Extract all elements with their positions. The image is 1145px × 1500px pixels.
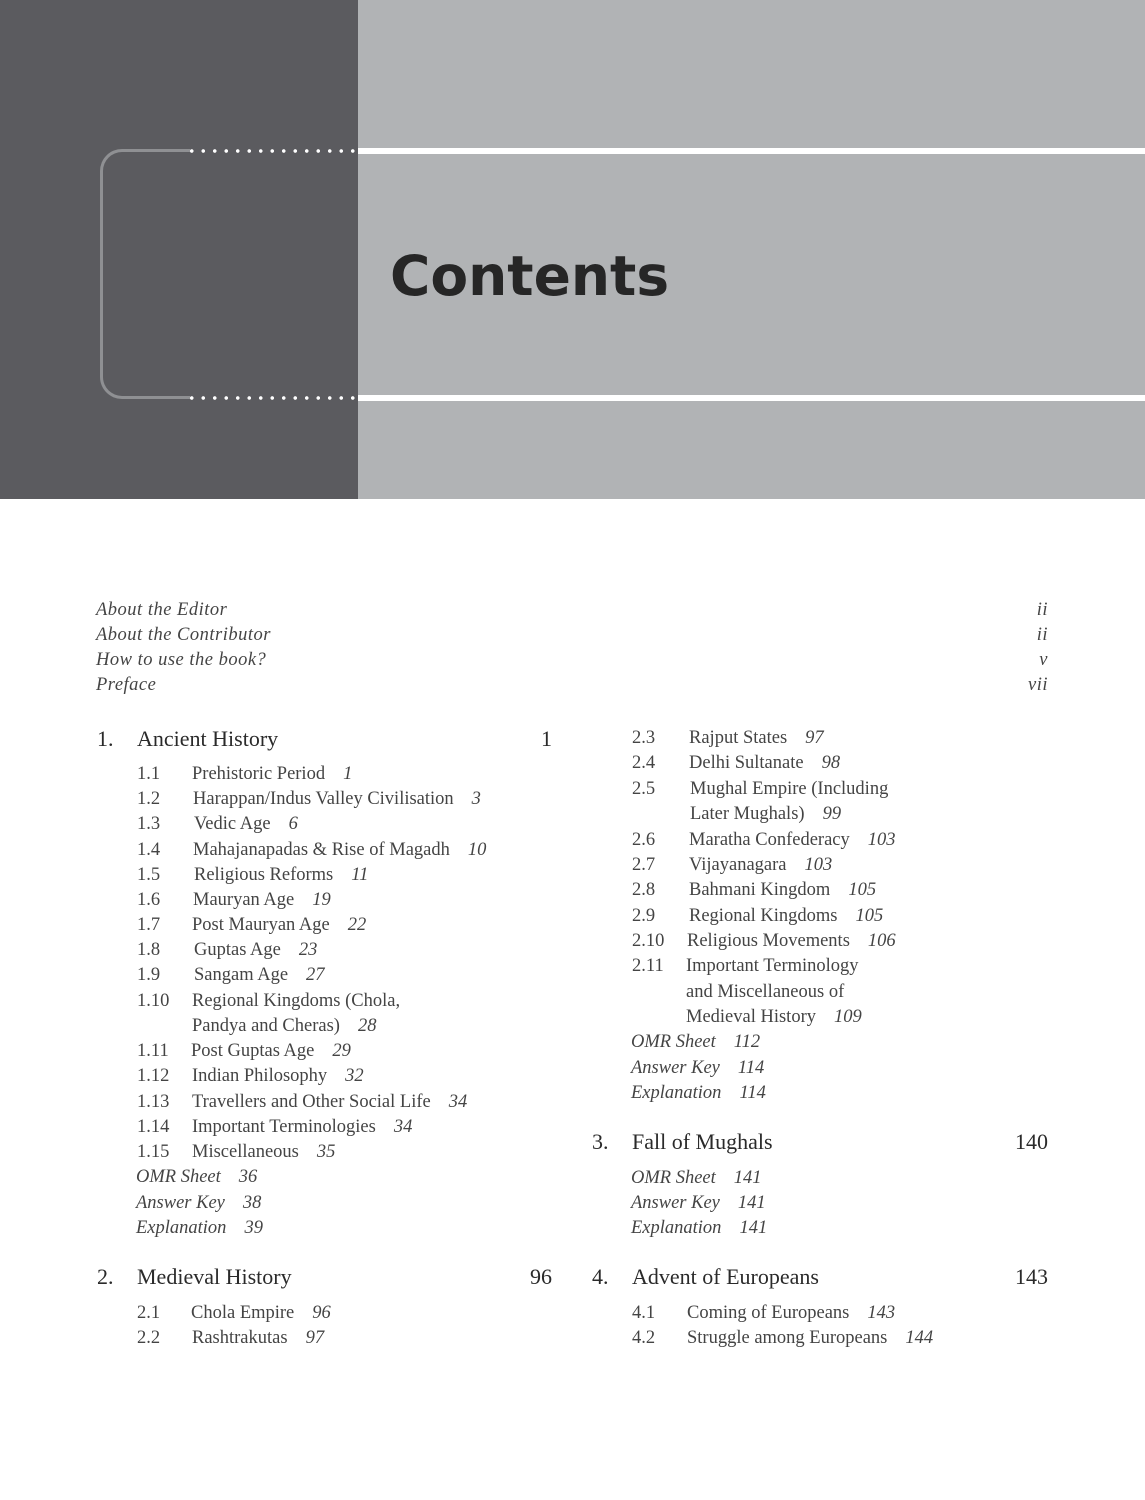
prelim-page: v (1039, 650, 1048, 670)
section-title-line2: and Miscellaneous of (686, 982, 845, 1002)
section-title: Struggle among Europeans (687, 1328, 888, 1348)
section-title-line2: Later Mughals) (690, 804, 805, 824)
section-title: Maratha Confederacy (689, 830, 850, 850)
section-page: 23 (298, 940, 318, 960)
section-number: 1.2 (137, 789, 161, 809)
extra-page: 112 (733, 1032, 761, 1052)
extra-title: Explanation (136, 1218, 227, 1238)
section-page: 103 (867, 830, 896, 850)
section-page: 34 (393, 1117, 413, 1137)
extra-page: 141 (739, 1218, 768, 1238)
extra-row-answer-key[interactable] (631, 1191, 766, 1216)
extra-page: 36 (238, 1167, 258, 1187)
section-number: 1.5 (137, 865, 161, 885)
section-title: Regional Kingdoms (689, 906, 838, 926)
chapter-number: 1. (97, 726, 114, 751)
chapter-page: 1 (541, 726, 552, 751)
chapter-heading-2[interactable] (97, 1264, 552, 1294)
section-page: 105 (855, 906, 884, 926)
section-title: Coming of Europeans (687, 1303, 850, 1323)
extra-row-explanation[interactable] (631, 1216, 767, 1241)
section-number: 2.9 (632, 906, 656, 926)
section-number: 2.1 (137, 1303, 161, 1323)
section-title: Indian Philosophy (192, 1066, 328, 1086)
section-number: 1.6 (137, 890, 161, 910)
section-number: 2.7 (632, 855, 656, 875)
section-page: 103 (804, 855, 833, 875)
section-page: 35 (316, 1142, 336, 1162)
section-number: 1.1 (137, 764, 161, 784)
section-title: Important Terminologies (192, 1117, 376, 1137)
extra-title: Answer Key (631, 1193, 720, 1213)
section-title: Regional Kingdoms (Chola, (192, 991, 401, 1011)
section-number: 1.12 (137, 1066, 170, 1086)
section-page: 28 (357, 1016, 377, 1036)
extra-row-explanation[interactable] (631, 1081, 766, 1106)
extra-title: OMR Sheet (136, 1167, 221, 1187)
section-number: 2.10 (632, 931, 665, 951)
section-title: Mauryan Age (193, 890, 295, 910)
section-title: Chola Empire (191, 1303, 295, 1323)
section-number: 1.13 (137, 1092, 170, 1112)
chapter-number: 3. (592, 1129, 609, 1154)
extra-title: Explanation (631, 1218, 722, 1238)
chapter-page: 143 (1015, 1264, 1048, 1289)
prelim-page: ii (1036, 600, 1048, 620)
section-number: 1.9 (137, 965, 161, 985)
section-title: Mahajanapadas & Rise of Magadh (193, 840, 450, 860)
section-page: 32 (345, 1066, 364, 1086)
chapter-title: Fall of Mughals (632, 1129, 773, 1154)
extra-page: 141 (737, 1193, 766, 1213)
header-rule-top (358, 148, 1145, 154)
extra-title: OMR Sheet (631, 1168, 716, 1188)
section-number: 1.4 (137, 840, 161, 860)
chapter-title: Ancient History (137, 726, 279, 751)
section-title: Delhi Sultanate (689, 753, 804, 773)
extra-page: 38 (242, 1193, 262, 1213)
section-title: Vijayanagara (689, 855, 787, 875)
page-title: Contents (390, 244, 670, 308)
section-number: 2.8 (632, 880, 656, 900)
section-title: Miscellaneous (192, 1142, 299, 1162)
prelim-item[interactable] (96, 675, 1048, 700)
section-title: Harappan/Indus Valley Civilisation (193, 789, 454, 809)
section-title-line2: Pandya and Cheras) (192, 1016, 340, 1036)
prelim-title: How to use the book? (96, 650, 267, 670)
chapter-title: Medieval History (137, 1264, 292, 1289)
section-page: 96 (312, 1303, 331, 1323)
prelim-title: About the Editor (96, 600, 228, 620)
prelim-page: ii (1036, 625, 1048, 645)
extra-page: 39 (244, 1218, 263, 1238)
section-number: 2.5 (632, 779, 656, 799)
section-number: 2.3 (632, 728, 656, 748)
section-page: 22 (347, 915, 367, 935)
decorative-bracket (100, 149, 190, 399)
section-page: 109 (834, 1007, 862, 1027)
section-page: 27 (306, 965, 325, 985)
section-title: Travellers and Other Social Life (192, 1092, 431, 1112)
chapter-number: 4. (592, 1264, 609, 1289)
extra-row-omr-sheet[interactable] (631, 1166, 762, 1191)
extra-row-explanation[interactable] (136, 1216, 263, 1241)
section-number: 1.8 (137, 940, 161, 960)
extra-title: Explanation (631, 1083, 722, 1103)
section-page: 19 (312, 890, 331, 910)
section-page: 106 (867, 931, 896, 951)
section-page: 98 (821, 753, 841, 773)
section-number: 1.3 (137, 814, 161, 834)
section-title: Bahmani Kingdom (689, 880, 831, 900)
section-title: Post Guptas Age (191, 1041, 315, 1061)
extra-row-omr-sheet[interactable] (136, 1165, 257, 1190)
section-page: 143 (867, 1303, 896, 1323)
extra-page: 141 (733, 1168, 762, 1188)
section-page: 10 (467, 840, 487, 860)
section-number: 4.2 (632, 1328, 656, 1348)
section-page: 105 (848, 880, 877, 900)
prelim-title: Preface (96, 675, 157, 695)
section-number: 1.15 (137, 1142, 170, 1162)
section-title: Religious Reforms (194, 865, 334, 885)
section-number: 1.7 (137, 915, 161, 935)
section-title: Mughal Empire (Including (690, 779, 889, 799)
header-rule-bottom (358, 395, 1145, 401)
extra-title: Answer Key (631, 1058, 720, 1078)
header-banner (0, 0, 1145, 499)
section-number: 1.11 (137, 1041, 169, 1061)
section-page: 11 (351, 865, 369, 885)
section-number: 2.6 (632, 830, 656, 850)
section-number: 4.1 (632, 1303, 656, 1323)
dotted-line-top (186, 149, 358, 153)
section-title: Vedic Age (194, 814, 271, 834)
section-title: Post Mauryan Age (192, 915, 330, 935)
prelim-page: vii (1028, 675, 1048, 695)
section-title: Rashtrakutas (192, 1328, 288, 1348)
section-number: 2.11 (632, 956, 664, 976)
section-title: Rajput States (689, 728, 788, 748)
section-page: 34 (448, 1092, 468, 1112)
extra-row-answer-key[interactable] (631, 1056, 764, 1081)
prelim-title: About the Contributor (96, 625, 271, 645)
section-page: 6 (288, 814, 298, 834)
chapter-page: 140 (1015, 1129, 1048, 1154)
extra-row-answer-key[interactable] (136, 1191, 261, 1216)
extra-page: 114 (739, 1083, 766, 1103)
chapter-heading-1[interactable] (97, 726, 552, 756)
section-title: Religious Movements (687, 931, 850, 951)
section-page: 97 (805, 728, 824, 748)
extra-page: 114 (737, 1058, 765, 1078)
section-title: Important Terminology (686, 956, 859, 976)
section-title: Guptas Age (194, 940, 281, 960)
section-page: 29 (332, 1041, 351, 1061)
section-number: 1.10 (137, 991, 170, 1011)
chapter-heading-3[interactable] (592, 1129, 1048, 1159)
prelim-item[interactable] (96, 650, 1048, 675)
section-number: 2.4 (632, 753, 656, 773)
section-page: 1 (343, 764, 353, 784)
prelim-item[interactable] (96, 625, 1048, 650)
section-number: 1.14 (137, 1117, 170, 1137)
chapter-heading-4[interactable] (592, 1264, 1048, 1294)
extra-row-omr-sheet[interactable] (631, 1030, 760, 1055)
section-page: 3 (471, 789, 481, 809)
section-title: Prehistoric Period (192, 764, 326, 784)
extra-title: OMR Sheet (631, 1032, 716, 1052)
section-page: 99 (822, 804, 842, 824)
chapter-title: Advent of Europeans (632, 1264, 819, 1289)
section-number: 2.2 (137, 1328, 161, 1348)
extra-title: Answer Key (136, 1193, 225, 1213)
section-page: 144 (905, 1328, 934, 1348)
section-title-line3: Medieval History (686, 1007, 816, 1027)
chapter-page: 96 (530, 1264, 552, 1289)
section-title: Sangam Age (194, 965, 289, 985)
section-page: 97 (305, 1328, 325, 1348)
prelim-item[interactable] (96, 600, 1048, 625)
dotted-line-bottom (186, 396, 358, 400)
chapter-number: 2. (97, 1264, 114, 1289)
